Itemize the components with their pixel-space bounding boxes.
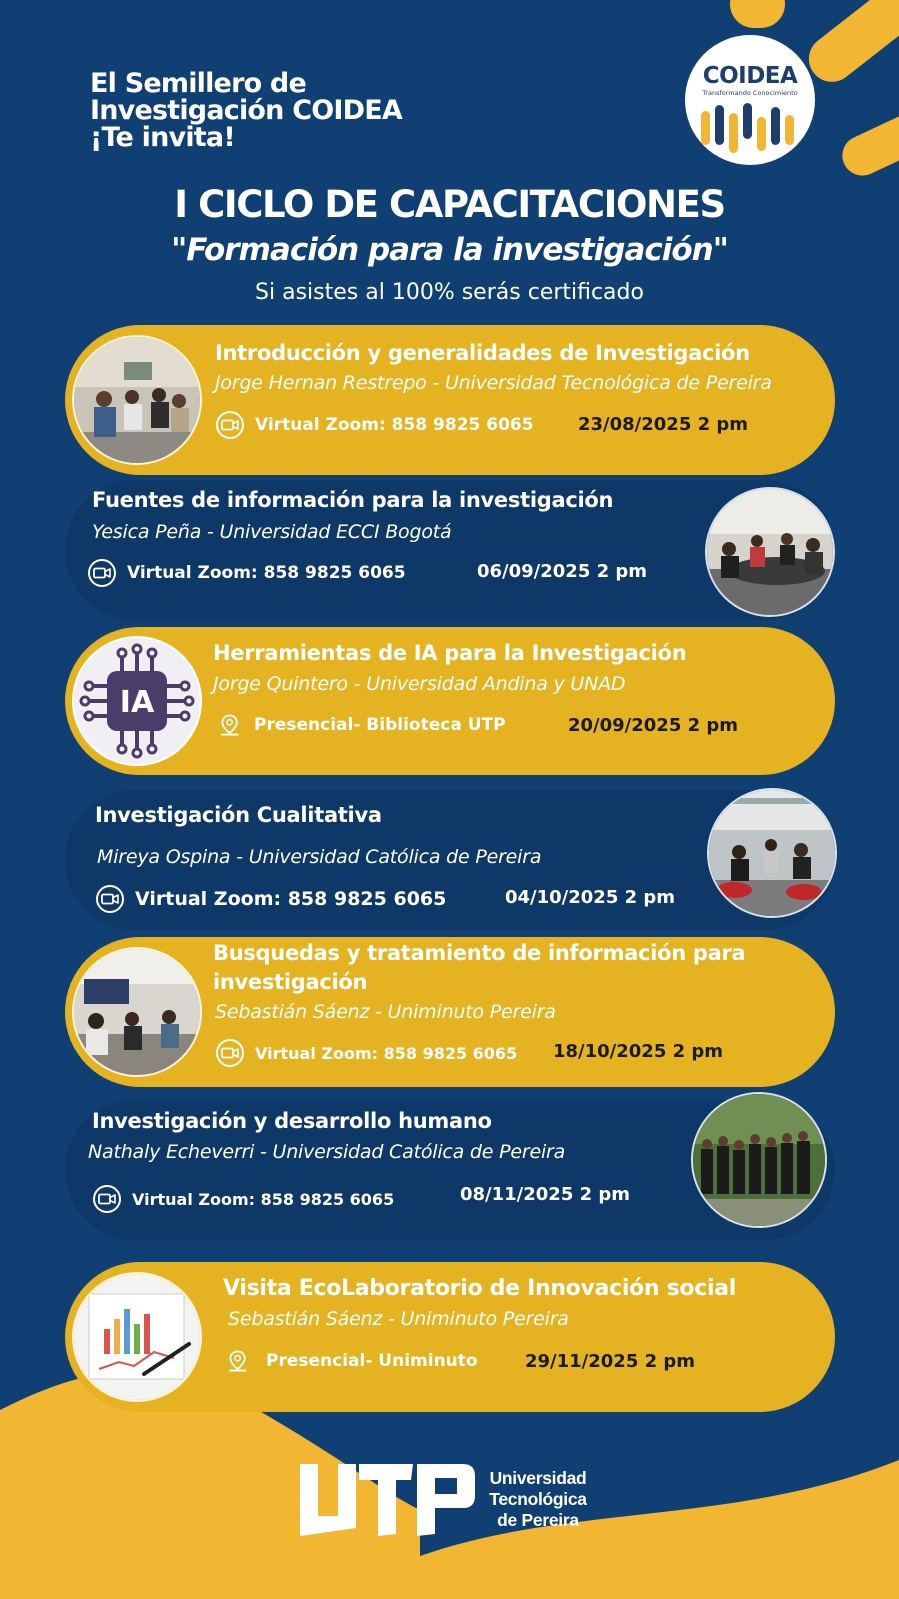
video-camera-icon	[87, 558, 117, 588]
session-mode-label: Virtual Zoom: 858 9825 6065	[132, 1189, 395, 1209]
session-mode-label: Presencial- Biblioteca UTP	[254, 715, 506, 735]
yellow-brush-stroke-decoration	[730, 0, 785, 28]
session-mode	[95, 884, 446, 914]
session-mode-label: Virtual Zoom: 858 9825 6065	[135, 888, 447, 910]
yellow-brush-stroke-decoration	[836, 108, 899, 182]
video-camera-icon	[215, 410, 245, 440]
session-photo	[707, 788, 837, 918]
session-card	[65, 1262, 835, 1412]
coidea-logo-name: COIDEA	[702, 63, 798, 89]
team-photo-image	[693, 1094, 825, 1226]
session-card	[65, 790, 835, 930]
computer-lab-photo-image	[74, 949, 200, 1075]
page-title: I CICLO DE CAPACITACIONES	[174, 183, 725, 226]
session-title: Introducción y generalidades de Investigación	[215, 341, 750, 365]
session-speaker: Nathaly Echeverri - Universidad Católica de Pereira	[88, 1141, 566, 1163]
session-date: 29/11/2025 2 pm	[525, 1351, 696, 1372]
session-title-line-1: Busquedas y tratamiento de información para	[213, 941, 746, 965]
group-photo-image	[74, 337, 200, 463]
utp-logo	[295, 1460, 595, 1560]
location-pin-icon	[220, 711, 244, 739]
coidea-logo	[685, 35, 815, 165]
session-mode-label: Virtual Zoom: 858 9825 6065	[255, 415, 534, 435]
session-card	[65, 325, 835, 475]
session-mode	[220, 711, 506, 739]
session-mode	[215, 1038, 517, 1068]
session-card	[65, 1100, 835, 1240]
coidea-logo-bars-icon	[699, 103, 801, 155]
coidea-logo-tagline: Transformando Conocimiento	[702, 89, 798, 97]
meeting-photo-image	[707, 489, 833, 615]
session-mode-label: Presencial- Uniminuto	[266, 1351, 478, 1371]
session-title: Visita EcoLaboratorio de Innovación social	[223, 1276, 736, 1301]
session-title: Investigación Cualitativa	[95, 803, 382, 827]
session-speaker: Jorge Hernan Restrepo - Universidad Tecnológica de Pereira	[215, 372, 772, 394]
session-title-line-2: investigación	[213, 970, 368, 994]
page-subtitle: "Formación para la investigación"	[171, 232, 728, 268]
session-photo	[72, 335, 202, 465]
ai-chip-icon	[74, 638, 200, 764]
session-speaker: Sebastián Sáenz - Uniminuto Pereira	[228, 1308, 569, 1330]
video-camera-icon	[215, 1038, 245, 1068]
session-speaker: Sebastián Sáenz - Uniminuto Pereira	[215, 1001, 556, 1023]
invitation-line-2: Investigación COIDEA	[90, 95, 402, 126]
session-mode-label: Virtual Zoom: 858 9825 6065	[255, 1043, 518, 1063]
session-mode	[87, 558, 406, 588]
charts-on-desk-photo-image	[74, 1274, 200, 1400]
session-title: Herramientas de IA para la Investigación	[213, 641, 687, 665]
session-photo	[72, 947, 202, 1077]
session-title	[213, 933, 745, 997]
session-mode	[228, 1347, 478, 1375]
session-date: 23/08/2025 2 pm	[578, 414, 749, 435]
utp-name-line-1: Universidad	[489, 1468, 587, 1488]
invitation-line-3: ¡Te invita!	[90, 122, 235, 153]
invitation-text	[90, 70, 420, 151]
session-mode	[215, 410, 534, 440]
classroom-photo-image	[709, 790, 835, 916]
session-card	[65, 480, 835, 620]
session-photo	[705, 487, 835, 617]
session-speaker: Yesica Peña - Universidad ECCI Bogotá	[92, 521, 452, 543]
invitation-line-1: El Semillero de	[90, 68, 306, 99]
utp-name-line-3: de Pereira	[497, 1510, 579, 1530]
video-camera-icon	[95, 884, 125, 914]
session-title: Investigación y desarrollo humano	[92, 1109, 492, 1133]
session-date: 04/10/2025 2 pm	[505, 887, 676, 908]
session-card	[65, 937, 835, 1087]
session-mode	[92, 1184, 394, 1214]
session-speaker: Mireya Ospina - Universidad Católica de Pereira	[97, 846, 542, 868]
location-pin-icon	[228, 1347, 252, 1375]
video-camera-icon	[92, 1184, 122, 1214]
session-card	[65, 627, 835, 775]
utp-name-line-2: Tecnológica	[489, 1489, 587, 1509]
ia-badge-label: IA	[119, 685, 155, 720]
session-date: 18/10/2025 2 pm	[553, 1041, 724, 1062]
utp-name	[483, 1468, 593, 1531]
session-date: 06/09/2025 2 pm	[477, 561, 648, 582]
certificate-note: Si asistes al 100% serás certificado	[255, 280, 644, 305]
session-date: 20/09/2025 2 pm	[568, 715, 739, 736]
utp-logo-mark-icon	[295, 1460, 480, 1540]
ia-badge	[72, 636, 202, 766]
session-title: Fuentes de información para la investigación	[92, 488, 614, 512]
session-speaker: Jorge Quintero - Universidad Andina y UNAD	[213, 673, 626, 695]
session-photo	[72, 1272, 202, 1402]
session-mode-label: Virtual Zoom: 858 9825 6065	[127, 563, 406, 583]
session-photo	[691, 1092, 827, 1228]
session-date: 08/11/2025 2 pm	[460, 1184, 631, 1205]
